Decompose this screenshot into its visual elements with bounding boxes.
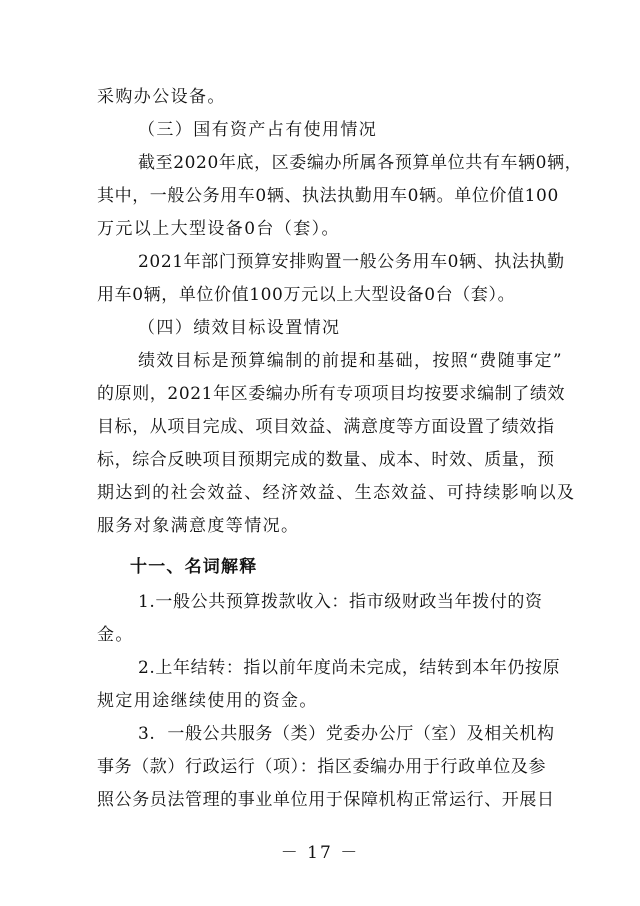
text-line-21: 事务（款）行政运行（项）：指区委编办用于行政单位及参 <box>97 757 547 777</box>
text-line-18: 2.上年结转：指以前年度尚未完成，结转到本年仍按原 <box>138 658 561 678</box>
text-line-19: 规定用途继续使用的资金。 <box>97 691 318 711</box>
page-number: － 17 － <box>280 843 360 863</box>
text-line-6: 2021年部门预算安排购置一般公务用车0辆、执法执勤 <box>138 252 565 272</box>
text-line-17: 金。 <box>97 625 134 645</box>
text-line-13: 期达到的社会效益、经济效益、生态效益、可持续影响以及 <box>97 483 576 503</box>
section-heading-performance-goals: （四）绩效目标设置情况 <box>138 318 341 338</box>
text-line-10: 的原则，2021年区委编办所有专项项目均按要求编制了绩效 <box>97 384 566 404</box>
text-line-16: 1.一般公共预算拨款收入：指市级财政当年拨付的资 <box>138 592 543 612</box>
text-line-9: 绩效目标是预算编制的前提和基础，按照“费随事定” <box>138 351 563 371</box>
section-heading-state-assets: （三）国有资产占有使用情况 <box>138 120 378 140</box>
text-line-1: 采购办公设备。 <box>97 87 226 107</box>
text-line-12: 标，综合反映项目预期完成的数量、成本、时效、质量，预 <box>97 450 555 470</box>
text-line-22: 照公务员法管理的事业单位用于保障机构正常运行、开展日 <box>97 790 555 810</box>
text-line-20: 3. 一般公共服务（类）党委办公厅（室）及相关机构 <box>138 724 555 744</box>
text-line-14: 服务对象满意度等情况。 <box>97 516 300 536</box>
text-line-4: 其中，一般公务用车0辆、执法执勤用车0辆。单位价值100 <box>97 186 559 206</box>
text-line-5: 万元以上大型设备0台（套）。 <box>97 219 340 239</box>
text-line-3: 截至2020年底，区委编办所属各预算单位共有车辆0辆， <box>138 153 583 173</box>
section-heading-glossary: 十一、名词解释 <box>130 557 258 577</box>
text-line-7: 用车0辆，单位价值100万元以上大型设备0台（套）。 <box>97 285 516 305</box>
text-line-11: 目标，从项目完成、项目效益、满意度等方面设置了绩效指 <box>97 417 555 437</box>
